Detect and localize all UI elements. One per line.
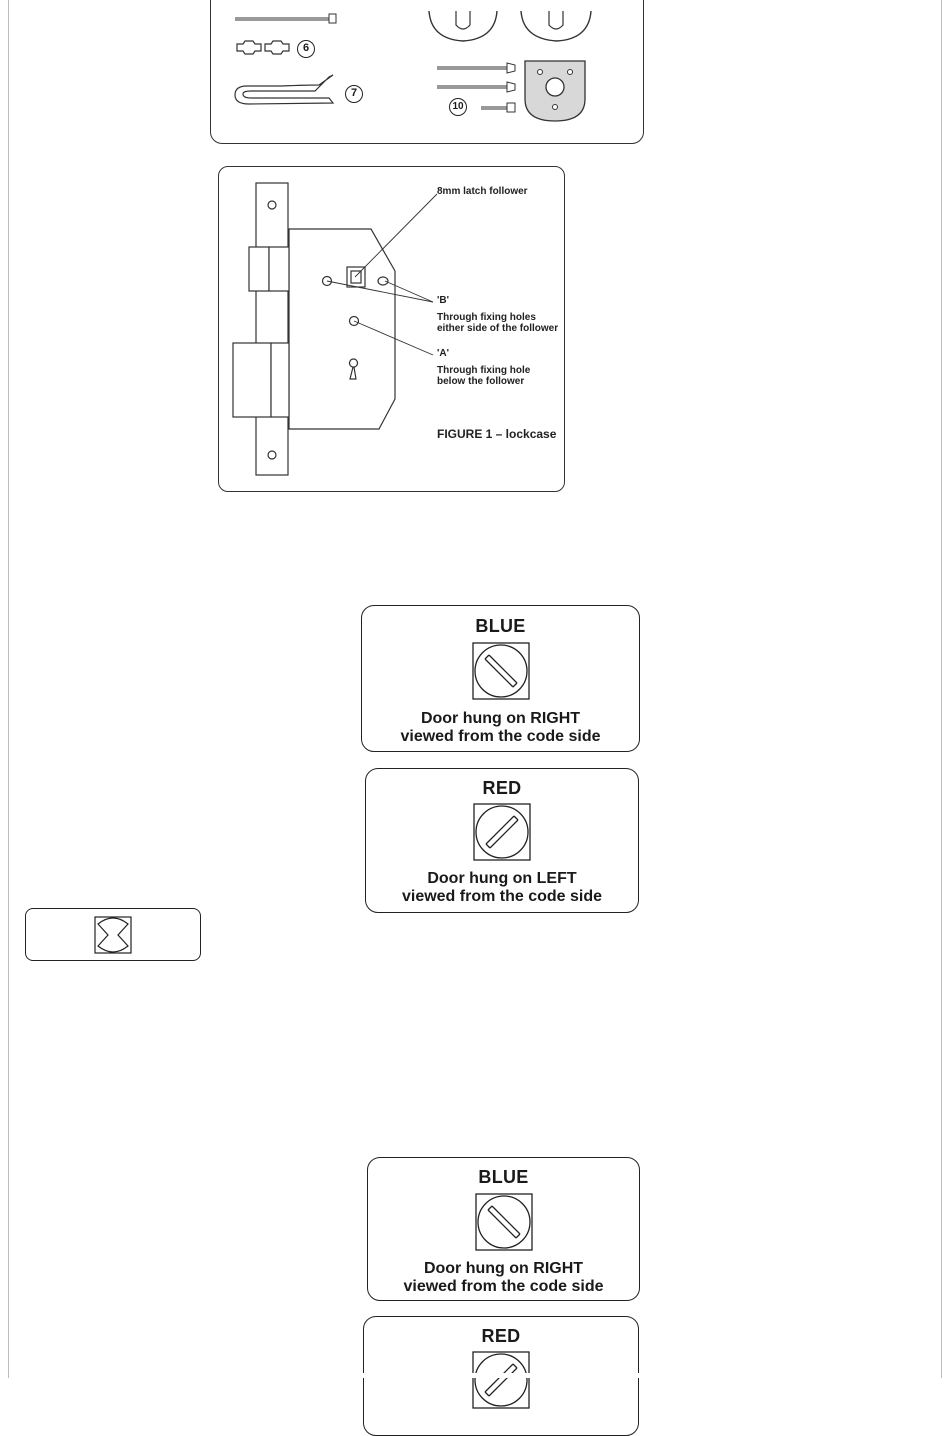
lock-body-drawing (289, 229, 395, 429)
label-a: 'A' (437, 348, 449, 359)
forend-plate-drawing (256, 183, 288, 475)
figure-1-lockcase-panel (218, 166, 565, 492)
card-line-1: Door hung on LEFT (427, 870, 577, 887)
blue-slot-symbol-icon (472, 642, 530, 700)
latch-follower-label: 8mm latch follower (437, 186, 528, 197)
card-title: BLUE (475, 616, 526, 636)
parts-panel (210, 0, 644, 144)
card-title: RED (482, 778, 522, 798)
card-description (366, 870, 638, 906)
part-10-number: 10 (449, 98, 467, 116)
card-title: RED (481, 1326, 521, 1346)
card-line-1: Door hung on RIGHT (423, 1260, 584, 1277)
parts-illustration (211, 0, 645, 145)
left-margin-line (8, 0, 9, 1378)
card-description (362, 710, 639, 746)
figure-caption: FIGURE 1 – lockcase (437, 427, 557, 441)
red-slot-symbol-icon (473, 803, 531, 861)
label-a-description-1: Through fixing hole (437, 365, 531, 376)
spindle-pieces-drawing (237, 41, 289, 54)
card-line-2: viewed from the code side (401, 888, 603, 905)
right-margin-line (941, 0, 942, 1378)
neutral-slot-symbol-icon (94, 916, 132, 954)
screw-drawing (235, 14, 336, 23)
part-7-number: 7 (345, 85, 363, 103)
part-6-number: 6 (297, 40, 315, 58)
latch-drawing (249, 247, 269, 291)
blue-slot-symbol-icon (475, 1193, 533, 1251)
label-b-description-1: Through fixing holes (437, 312, 536, 323)
label-a-description-2: below the follower (437, 376, 525, 387)
red-slot-symbol-icon (472, 1351, 530, 1409)
card-line-1: Door hung on RIGHT (420, 710, 581, 727)
deadbolt-drawing (233, 343, 271, 417)
wire-tool-drawing (235, 75, 333, 104)
card-line-2: viewed from the code side (400, 728, 601, 745)
label-b: 'B' (437, 295, 449, 306)
neutral-spindle-card (25, 908, 201, 961)
card-title: BLUE (478, 1167, 529, 1187)
blue-right-card (361, 605, 640, 752)
red-left-card (365, 768, 639, 913)
blue-right-card-repeat (367, 1157, 640, 1301)
card-description (368, 1260, 639, 1296)
card-line-2: viewed from the code side (403, 1278, 604, 1295)
label-b-description-2: either side of the follower (437, 323, 559, 334)
page-bottom-mask (9, 1373, 941, 1378)
